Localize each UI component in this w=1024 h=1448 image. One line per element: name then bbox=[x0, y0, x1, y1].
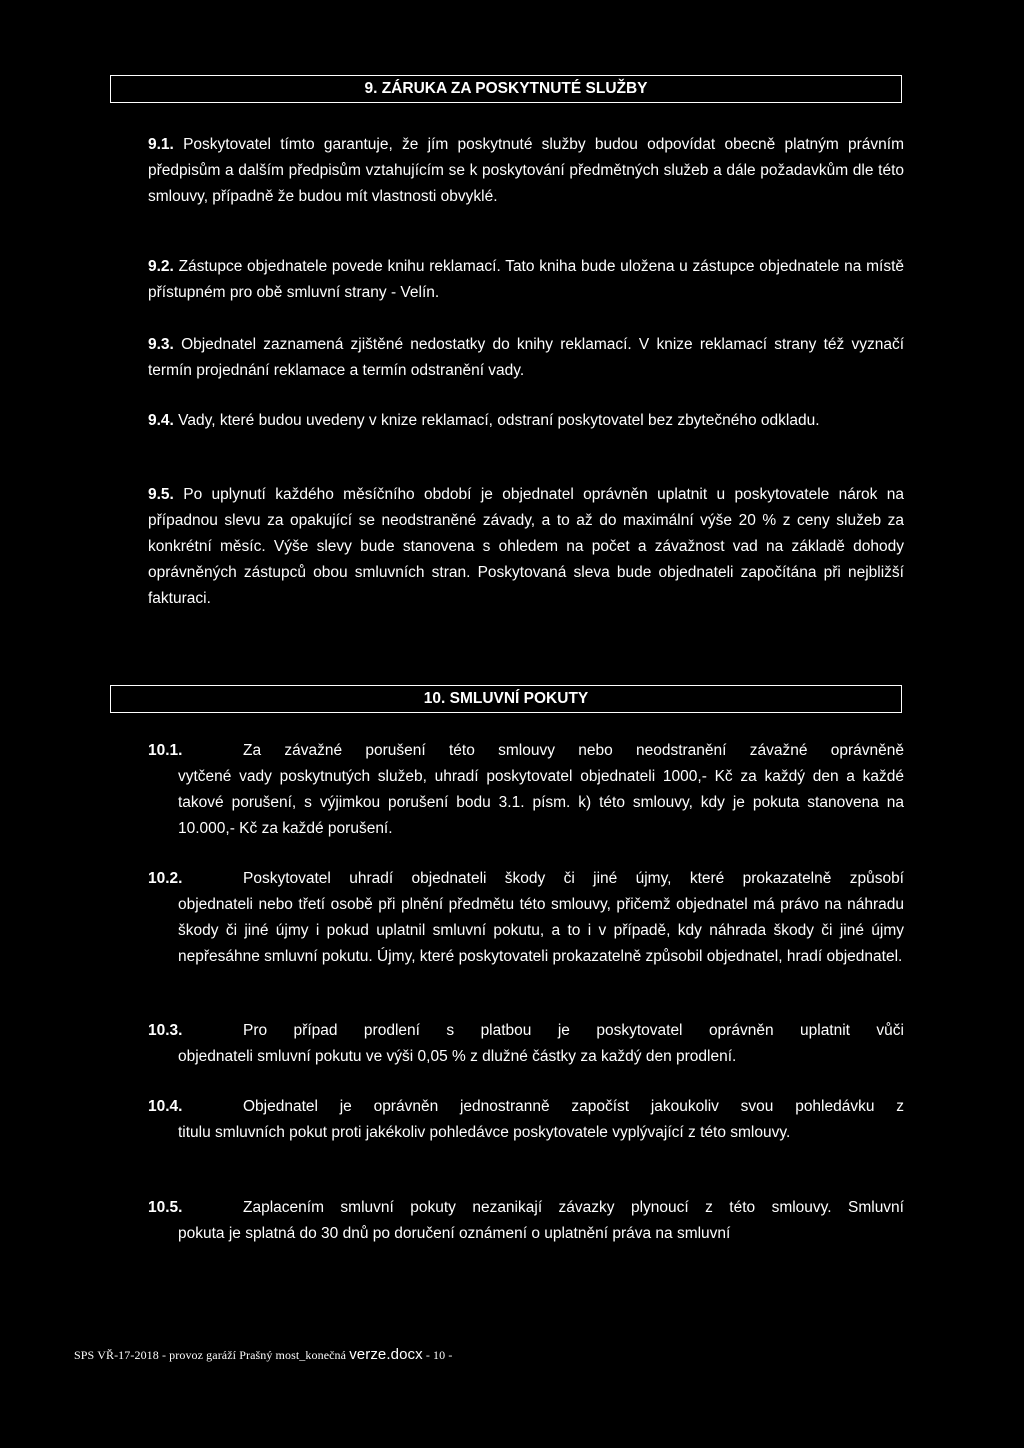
clause-text-first-line: Zaplacením smluvní pokuty nezanikají závazky plynoucí z této smlouvy. Smluvní bbox=[243, 1199, 904, 1216]
clause-10-5 bbox=[148, 1195, 904, 1247]
clause-number: 9.4. bbox=[148, 412, 174, 429]
clause-text-first-line: Objednatel je oprávněn jednostranně započíst jakoukoliv svou pohledávku z bbox=[243, 1098, 904, 1115]
page-footer bbox=[74, 1346, 452, 1363]
clause-text: titulu smluvních pokut proti jakékoliv pohledávce poskytovatele vyplývající z této smlouvy. bbox=[178, 1124, 791, 1141]
section-10-heading: 10. SMLUVNÍ POKUTY bbox=[110, 685, 902, 713]
clause-9-2 bbox=[148, 254, 904, 306]
clause-number: 10.1. bbox=[148, 742, 183, 759]
clause-text: vytčené vady poskytnutých služeb, uhradí poskytovatel objednateli 1000,- Kč za každý den a každé takové porušení, s výjimkou porušení bodu 3.1. písm. k) této smlouvy, kdy je pokuta stanovena na 10.000,- Kč za každé porušení. bbox=[178, 768, 904, 837]
clause-9-1 bbox=[148, 132, 904, 210]
clause-number: 9.5. bbox=[148, 486, 174, 503]
clause-text-first-line: Za závažné porušení této smlouvy nebo neodstranění závažné oprávněně bbox=[243, 742, 904, 759]
clause-10-2 bbox=[148, 866, 904, 970]
clause-10-4 bbox=[148, 1094, 904, 1146]
clause-text: Poskytovatel tímto garantuje, že jím poskytnuté služby budou odpovídat obecně platným právním předpisům a dalším předpisům vztahujícím se k poskytování předmětných služeb a dále požadavkům dle této smlouvy, případně že budou mít vlastnosti obvyklé. bbox=[148, 136, 905, 205]
clause-text: objednateli smluvní pokutu ve výši 0,05 % z dlužné částky za každý den prodlení. bbox=[178, 1048, 737, 1065]
clause-number: 9.2. bbox=[148, 258, 174, 275]
clause-10-3 bbox=[148, 1018, 904, 1070]
clause-9-5 bbox=[148, 482, 904, 612]
clause-text: Po uplynutí každého měsíčního období je objednatel oprávněn uplatnit u poskytovatele nárok na případnou slevu za opakující se neodstraněné závady, a to až do maximální výše 20 % z ceny služeb za konkrétní měsíc. Výše slevy bude stanovena s ohledem na počet a závažnost vad na základě dohody oprávněných zástupců obou smluvních stran. Poskytovaná sleva bude objednateli započítána při nejbližší fakturaci. bbox=[148, 486, 904, 607]
clause-number: 10.4. bbox=[148, 1098, 183, 1115]
clause-10-1 bbox=[148, 738, 904, 842]
clause-text: objednateli nebo třetí osobě při plnění předmětu této smlouvy, přičemž objednatel má právo na náhradu škody či jiné újmy i pokud uplatnil smluvní pokutu, a to i v případě, kdy náhrada škody či jiné újmy nepřesáhne smluvní pokutu. Újmy, které poskytovateli prokazatelně způsobil objednatel, hradí objednatel. bbox=[178, 896, 904, 965]
clause-number: 10.3. bbox=[148, 1022, 183, 1039]
footer-page-number: - 10 - bbox=[422, 1348, 453, 1362]
clause-number: 9.1. bbox=[148, 136, 174, 153]
clause-number: 10.5. bbox=[148, 1199, 183, 1216]
footer-document-name: SPS VŘ-17-2018 - provoz garáží Prašný most_konečná bbox=[74, 1348, 350, 1362]
section-9-heading: 9. ZÁRUKA ZA POSKYTNUTÉ SLUŽBY bbox=[110, 75, 902, 103]
clause-number: 10.2. bbox=[148, 870, 183, 887]
clause-text-first-line: Pro případ prodlení s platbou je poskytovatel oprávněn uplatnit vůči bbox=[243, 1022, 904, 1039]
clause-number: 9.3. bbox=[148, 336, 174, 353]
footer-file-extension: verze.docx bbox=[349, 1346, 423, 1363]
clause-text: Vady, které budou uvedeny v knize reklamací, odstraní poskytovatel bez zbytečného odkladu. bbox=[178, 412, 820, 429]
clause-text: Zástupce objednatele povede knihu reklamací. Tato kniha bude uložena u zástupce objednatele na místě přístupném pro obě smluvní strany - Velín. bbox=[148, 258, 904, 301]
clause-9-4 bbox=[148, 408, 904, 434]
clause-text: Objednatel zaznamená zjištěné nedostatky do knihy reklamací. V knize reklamací strany též vyznačí termín projednání reklamace a termín odstranění vady. bbox=[148, 336, 905, 379]
clause-text: pokuta je splatná do 30 dnů po doručení oznámení o uplatnění práva na smluvní bbox=[178, 1225, 731, 1242]
clause-9-3 bbox=[148, 332, 904, 384]
clause-text-first-line: Poskytovatel uhradí objednateli škody či jiné újmy, které prokazatelně způsobí bbox=[243, 870, 904, 887]
